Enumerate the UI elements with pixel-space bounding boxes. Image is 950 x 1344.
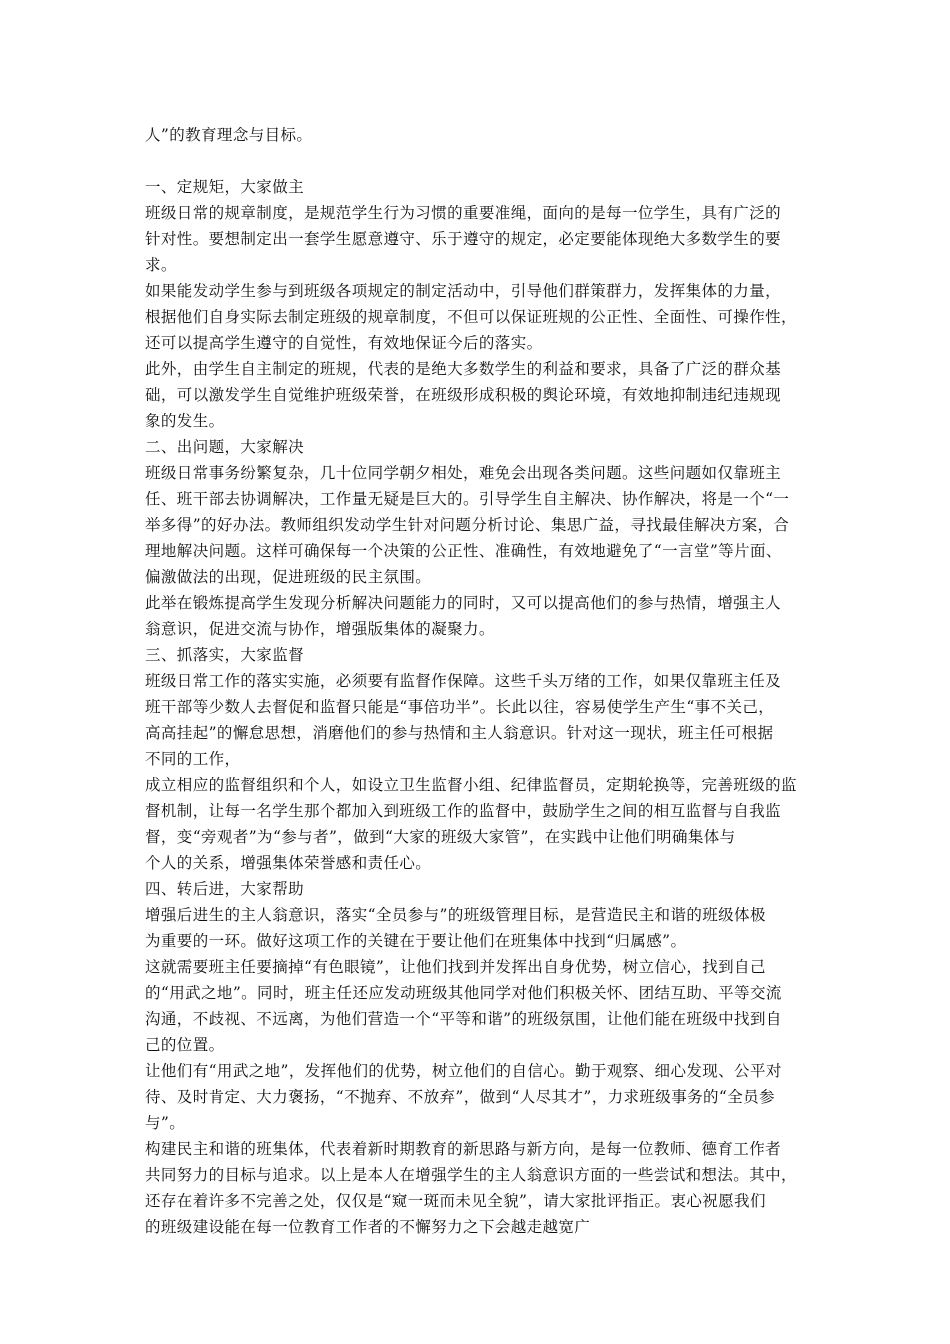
text-line: 象的发生。 [145, 412, 225, 430]
text-line: 础，可以激发学生自觉维护班级荣誉，在班级形成积极的舆论环境，有效地抑制违纪违规现 [145, 386, 782, 404]
text-line: 还可以提高学生遵守的自觉性，有效地保证今后的落实。 [145, 334, 543, 352]
section-heading: 一、定规矩，大家做主 [145, 178, 305, 196]
text-line: 举多得”的好办法。教师组织发动学生针对问题分析讨论、集思广益，寻找最佳解决方案，合 [145, 516, 790, 534]
text-line: 班级日常事务纷繁复杂，几十位同学朝夕相处，难免会出现各类问题。这些问题如仅靠班主 [145, 464, 782, 482]
text-line: 为重要的一环。做好这项工作的关键在于要让他们在班集体中找到“归属感”。 [145, 932, 687, 950]
text-line: 根据他们自身实际去制定班级的规章制度，不但可以保证班规的公正性、全面性、可操作性， [145, 308, 797, 326]
text-line: 共同努力的目标与追求。以上是本人在增强学生的主人翁意识方面的一些尝试和想法。其中， [145, 1166, 797, 1184]
text-line: 督机制，让每一名学生那个都加入到班级工作的监督中，鼓励学生之间的相互监督与自我监 [145, 802, 782, 820]
text-line: 翁意识，促进交流与协作，增强版集体的凝聚力。 [145, 620, 495, 638]
text-line: 偏激做法的出现，促进班级的民主氛围。 [145, 568, 432, 586]
text-line: 个人的关系，增强集体荣誉感和责任心。 [145, 854, 432, 872]
text-line: 不同的工作， [145, 750, 241, 768]
section-heading: 三、抓落实，大家监督 [145, 646, 305, 664]
text-line: 此外，由学生自主制定的班规，代表的是绝大多数学生的利益和要求，具备了广泛的群众基 [145, 360, 782, 378]
text-line: 班级日常的规章制度，是规范学生行为习惯的重要准绳，面向的是每一位学生，具有广泛的 [145, 204, 782, 222]
text-line: 成立相应的监督组织和个人，如设立卫生监督小组、纪律监督员，定期轮换等，完善班级的监 [145, 776, 797, 794]
text-line: 沟通，不歧视、不远离，为他们营造一个“平等和谐”的班级氛围，让他们能在班级中找到自 [145, 1010, 782, 1028]
text-line: 己的位置。 [145, 1036, 225, 1054]
text-line: 构建民主和谐的班集体，代表着新时期教育的新思路与新方向，是每一位教师、德育工作者 [145, 1140, 782, 1158]
text-line: 让他们有“用武之地”，发挥他们的优势，树立他们的自信心。勤于观察、细心发现、公平对 [145, 1062, 782, 1080]
text-line: 人”的教育理念与目标。 [145, 126, 313, 144]
text-line: 增强后进生的主人翁意识，落实“全员参与”的班级管理目标，是营造民主和谐的班级体极 [145, 906, 766, 924]
section-heading: 四、转后进，大家帮助 [145, 880, 305, 898]
text-line: 与”。 [145, 1114, 186, 1132]
text-line: 针对性。要想制定出一套学生愿意遵守、乐于遵守的规定，必定要能体现绝大多数学生的要 [145, 230, 782, 248]
section-heading: 二、出问题，大家解决 [145, 438, 305, 456]
text-line: 此举在锻炼提高学生发现分析解决问题能力的同时，又可以提高他们的参与热情，增强主人 [145, 594, 782, 612]
text-line: 督，变“旁观者”为“参与者”，做到“大家的班级大家管”，在实践中让他们明确集体与 [145, 828, 736, 846]
text-line: 理地解决问题。这样可确保每一个决策的公正性、准确性，有效地避免了“一言堂”等片面、 [145, 542, 782, 560]
text-line: 班干部等少数人去督促和监督只能是“事倍功半”。长此以往，容易使学生产生“事不关己， [145, 698, 775, 716]
text-line: 任、班干部去协调解决，工作量无疑是巨大的。引导学生自主解决、协作解决，将是一个“一 [145, 490, 790, 508]
document-page [145, 122, 810, 1240]
blank-line [145, 148, 810, 174]
text-line: 班级日常工作的落实实施，必须要有监督作保障。这些千头万绪的工作，如果仅靠班主任及 [145, 672, 782, 690]
text-line: 高高挂起”的懈怠思想，消磨他们的参与热情和主人翁意识。针对这一现状，班主任可根据 [145, 724, 774, 742]
text-line: 求。 [145, 256, 177, 274]
text-line: 如果能发动学生参与到班级各项规定的制定活动中，引导他们群策群力，发挥集体的力量， [145, 282, 782, 300]
text-line: 这就需要班主任要摘掉“有色眼镜”，让他们找到并发挥出自身优势，树立信心，找到自己 [145, 958, 766, 976]
text-line: 的班级建设能在每一位教育工作者的不懈努力之下会越走越宽广 [145, 1218, 591, 1236]
text-line: 待、及时肯定、大力褒扬，“不抛弃、不放弃”，做到“人尽其才”，力求班级事务的“全员参 [145, 1088, 775, 1106]
text-line: 还存在着许多不完善之处，仅仅是“窥一斑而未见全貌”，请大家批评指正。衷心祝愿我们 [145, 1192, 766, 1210]
text-line: 的“用武之地”。同时，班主任还应发动班级其他同学对他们积极关怀、团结互助、平等交流 [145, 984, 782, 1002]
